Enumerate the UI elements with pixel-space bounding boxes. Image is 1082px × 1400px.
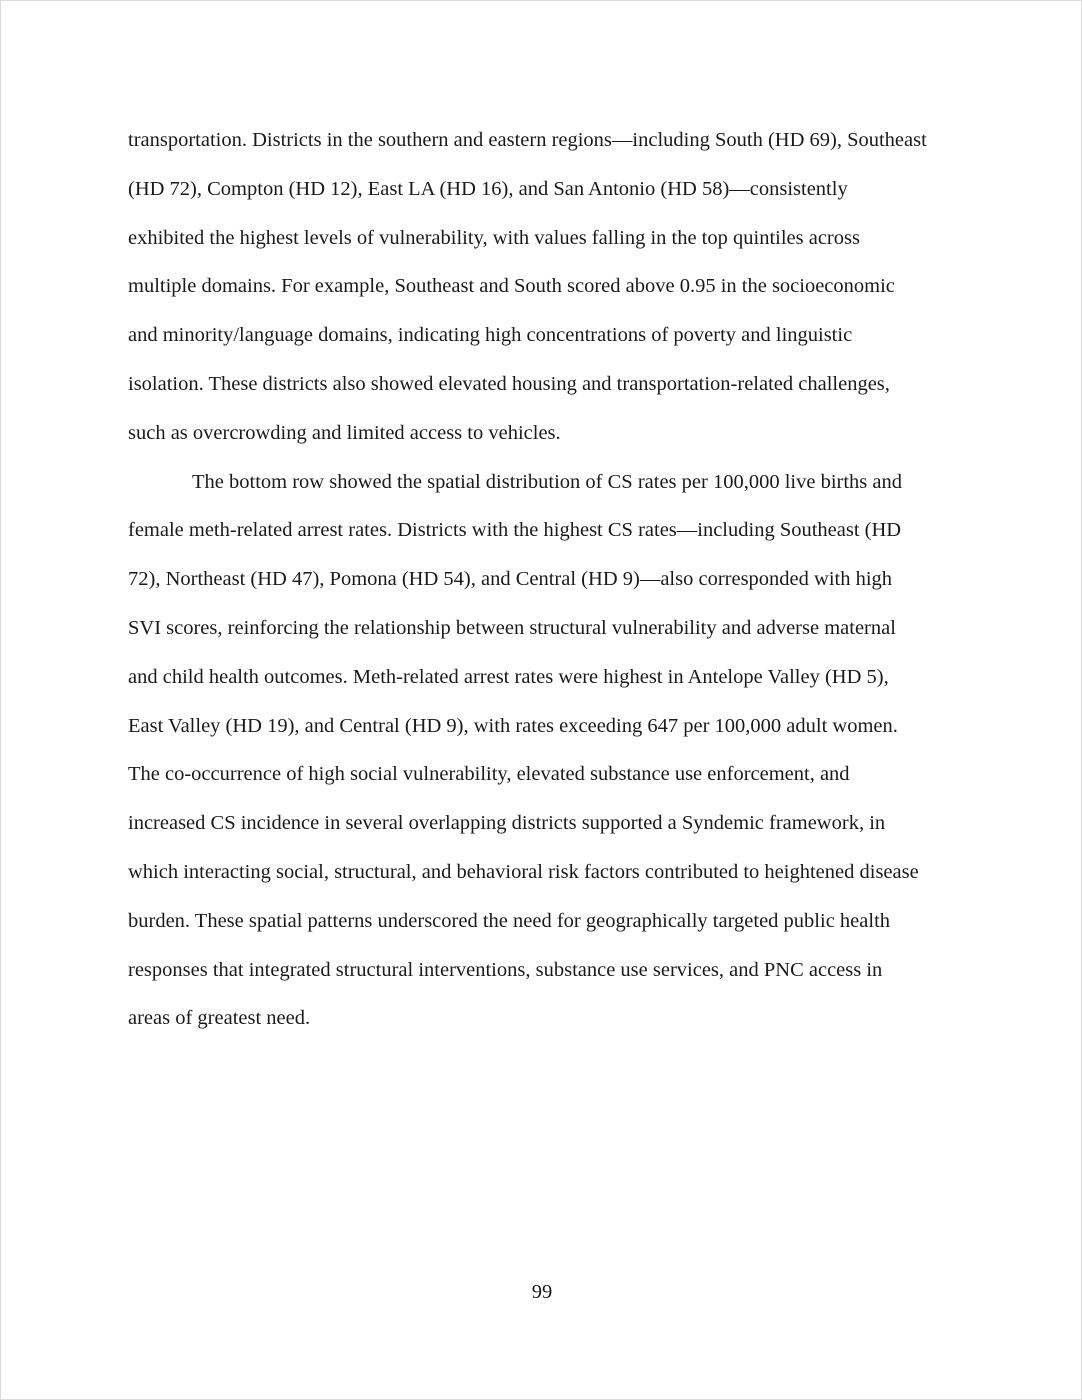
body-text xyxy=(128,116,963,1043)
text-line: East Valley (HD 19), and Central (HD 9), with rates exceeding 647 per 100,000 adult women. xyxy=(128,714,898,737)
text-line: such as overcrowding and limited access to vehicles. xyxy=(128,421,561,444)
paragraph-1 xyxy=(128,116,963,458)
page-number: 99 xyxy=(531,1281,553,1303)
text-line: areas of greatest need. xyxy=(128,1007,311,1030)
text-line: exhibited the highest levels of vulnerability, with values falling in the top quintiles across xyxy=(128,226,860,249)
text-line: female meth-related arrest rates. Districts with the highest CS rates—including Southeast (HD xyxy=(128,519,902,542)
text-line: 72), Northeast (HD 47), Pomona (HD 54), and Central (HD 9)—also corresponded with high xyxy=(128,568,893,591)
text-line: and child health outcomes. Meth-related arrest rates were highest in Antelope Valley (HD 5), xyxy=(128,665,889,688)
text-line: burden. These spatial patterns underscored the need for geographically targeted public health xyxy=(128,909,891,932)
text-line: transportation. Districts in the southern and eastern regions—including South (HD 69), Southeast xyxy=(128,129,927,151)
text-line: responses that integrated structural interventions, substance use services, and PNC access in xyxy=(128,958,883,981)
text-line: multiple domains. For example, Southeast and South scored above 0.95 in the socioeconomic xyxy=(128,275,895,298)
text-line: The bottom row showed the spatial distribution of CS rates per 100,000 live births and xyxy=(192,470,902,493)
paragraph-2 xyxy=(128,458,963,1044)
text-line: increased CS incidence in several overlapping districts supported a Syndemic framework, in xyxy=(128,812,886,835)
text-line: isolation. These districts also showed elevated housing and transportation-related challenges, xyxy=(128,372,890,395)
text-line: SVI scores, reinforcing the relationship between structural vulnerability and adverse maternal xyxy=(128,616,896,639)
text-line: and minority/language domains, indicating high concentrations of poverty and linguistic xyxy=(128,324,853,347)
text-line: which interacting social, structural, and behavioral risk factors contributed to heightened disease xyxy=(128,860,919,883)
text-line: The co-occurrence of high social vulnerability, elevated substance use enforcement, and xyxy=(128,763,850,786)
text-line: (HD 72), Compton (HD 12), East LA (HD 16), and San Antonio (HD 58)—consistently xyxy=(128,177,848,200)
